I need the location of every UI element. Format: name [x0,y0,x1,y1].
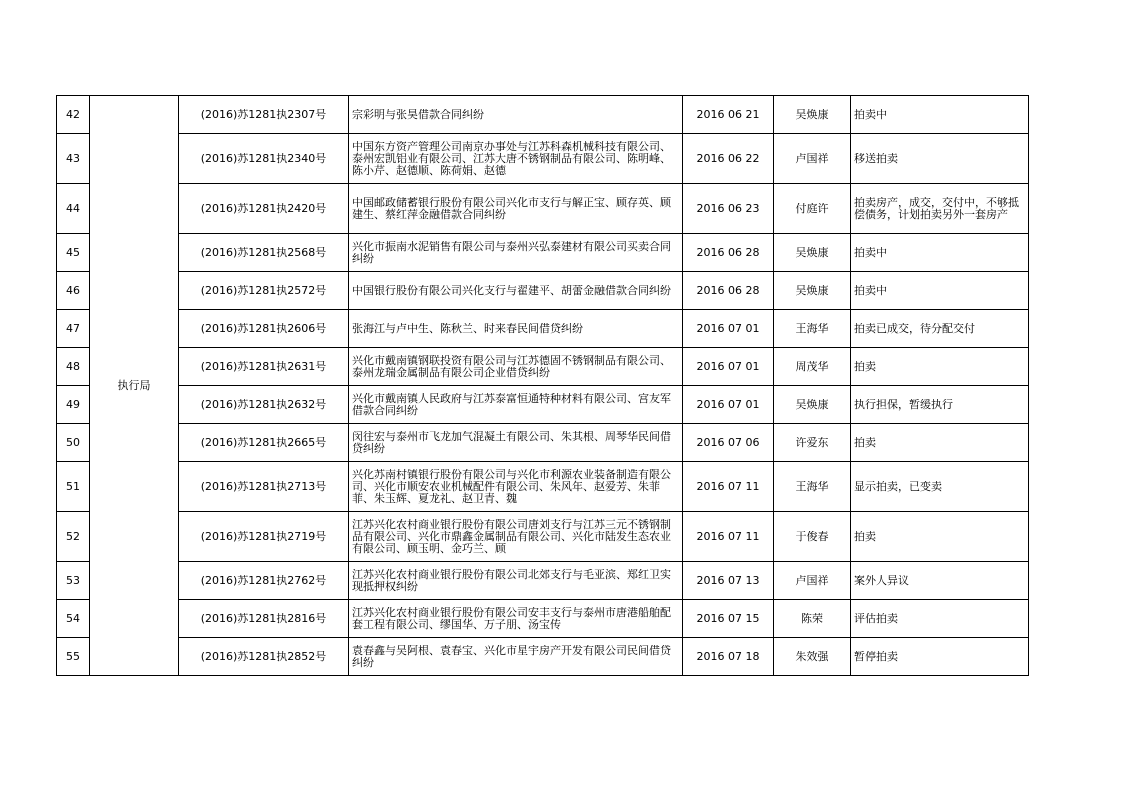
table-row [57,462,1029,512]
row-number-cell [57,424,90,462]
case-description-cell [349,310,683,348]
row-number-cell [57,386,90,424]
judge-name-cell [774,96,851,134]
judge-name-cell [774,562,851,600]
case-number-cell [179,562,349,600]
row-number-cell [57,348,90,386]
judge-name-cell [774,134,851,184]
case-status: 拍卖中 [854,284,887,297]
case-status: 拍卖中 [854,108,887,121]
filing-date: 2016 07 11 [696,480,760,493]
case-status-cell [851,310,1029,348]
case-number: (2016)苏1281执2606号 [200,322,327,335]
case-number: (2016)苏1281执2632号 [200,398,327,411]
case-status-cell [851,462,1029,512]
judge-name: 吴焕康 [795,246,829,259]
filing-date-cell [683,96,774,134]
table-row [57,638,1029,676]
filing-date: 2016 06 28 [696,284,760,297]
case-number-cell [179,310,349,348]
case-description-cell [349,96,683,134]
case-status-cell [851,348,1029,386]
department-label: 执行局 [117,378,151,392]
filing-date: 2016 07 01 [696,322,760,335]
judge-name-cell [774,638,851,676]
row-number: 46 [66,284,80,297]
case-description: 中国东方资产管理公司南京办事处与江苏科森机械科技有限公司、泰州宏凯铝业有限公司、江苏大唐不锈钢制品有限公司、陈明峰、陈小芹、赵德顺、陈荷娟、赵德 [352,140,671,177]
case-status-cell [851,424,1029,462]
judge-name-cell [774,386,851,424]
table-row [57,310,1029,348]
judge-name: 于俊春 [795,530,829,543]
table-row [57,96,1029,134]
judge-name-cell [774,234,851,272]
case-number: (2016)苏1281执2713号 [200,480,327,493]
case-status: 拍卖中 [854,246,887,259]
judge-name-cell [774,310,851,348]
case-status: 执行担保，暂缓执行 [854,398,953,411]
filing-date-cell [683,348,774,386]
case-description: 袁春鑫与吴阿根、袁春宝、兴化市星宇房产开发有限公司民间借贷纠纷 [352,644,671,669]
judge-name: 王海华 [795,322,829,335]
filing-date: 2016 06 21 [696,108,760,121]
case-description-cell [349,272,683,310]
row-number-cell [57,310,90,348]
case-status: 拍卖 [854,436,876,449]
table-row [57,184,1029,234]
row-number-cell [57,234,90,272]
row-number: 52 [66,530,80,543]
row-number-cell [57,512,90,562]
row-number: 45 [66,246,80,259]
judge-name-cell [774,512,851,562]
row-number: 42 [66,108,80,121]
case-description-cell [349,638,683,676]
filing-date-cell [683,134,774,184]
case-description: 兴化市戴南镇钢联投资有限公司与江苏德固不锈钢制品有限公司、泰州龙瑞金属制品有限公司企业借贷纠纷 [352,354,671,379]
row-number-cell [57,638,90,676]
row-number-cell [57,562,90,600]
judge-name: 吴焕康 [795,284,829,297]
filing-date-cell [683,234,774,272]
row-number: 49 [66,398,80,411]
case-description: 兴化苏南村镇银行股份有限公司与兴化市利源农业装备制造有限公司、兴化市顺安农业机械配件有限公司、朱风年、赵爱芳、朱菲菲、朱玉辉、夏龙礼、赵卫青、魏 [352,468,671,505]
filing-date-cell [683,600,774,638]
case-number-cell [179,134,349,184]
case-number: (2016)苏1281执2572号 [200,284,327,297]
judge-name: 付庭许 [795,202,829,215]
filing-date: 2016 06 22 [696,152,760,165]
row-number: 44 [66,202,80,215]
case-status: 暂停拍卖 [854,650,898,663]
case-number-cell [179,600,349,638]
case-description-cell [349,424,683,462]
filing-date: 2016 07 11 [696,530,760,543]
row-number: 43 [66,152,80,165]
row-number-cell [57,184,90,234]
table-row [57,134,1029,184]
filing-date: 2016 07 06 [696,436,760,449]
filing-date: 2016 07 18 [696,650,760,663]
filing-date-cell [683,310,774,348]
case-description: 江苏兴化农村商业银行股份有限公司唐刘支行与江苏三元不锈钢制品有限公司、兴化市鼎鑫金属制品有限公司、兴化市陆发生态农业有限公司、顾玉明、金巧兰、顾 [352,518,671,555]
filing-date-cell [683,386,774,424]
case-description-cell [349,234,683,272]
judge-name: 周茂华 [795,360,829,373]
table-row [57,386,1029,424]
row-number: 47 [66,322,80,335]
table-row [57,424,1029,462]
case-status: 拍卖 [854,530,876,543]
case-status-cell [851,386,1029,424]
case-status: 评估拍卖 [854,612,898,625]
case-status-cell [851,184,1029,234]
case-number-cell [179,462,349,512]
table-row [57,348,1029,386]
case-status: 拍卖 [854,360,876,373]
case-status-cell [851,234,1029,272]
case-number: (2016)苏1281执2852号 [200,650,327,663]
row-number-cell [57,600,90,638]
filing-date: 2016 07 01 [696,398,760,411]
table-body [57,96,1029,676]
case-description: 江苏兴化农村商业银行股份有限公司北郊支行与毛亚滨、郑红卫实现抵押权纠纷 [352,568,671,593]
filing-date: 2016 06 23 [696,202,760,215]
row-number: 54 [66,612,80,625]
judge-name: 卢国祥 [795,152,829,165]
judge-name: 陈荣 [801,612,823,625]
case-description: 张海江与卢中生、陈秋兰、时来春民间借贷纠纷 [352,322,583,335]
judge-name-cell [774,462,851,512]
filing-date-cell [683,272,774,310]
case-status-cell [851,134,1029,184]
case-status: 案外人异议 [854,574,909,587]
case-status-cell [851,96,1029,134]
judge-name: 吴焕康 [795,108,829,121]
filing-date: 2016 07 15 [696,612,760,625]
case-number-cell [179,638,349,676]
case-number-cell [179,424,349,462]
case-number: (2016)苏1281执2307号 [200,108,327,121]
table-row [57,512,1029,562]
case-number: (2016)苏1281执2568号 [200,246,327,259]
case-status: 显示拍卖，已变卖 [854,480,942,493]
filing-date-cell [683,562,774,600]
case-description: 中国邮政储蓄银行股份有限公司兴化市支行与解正宝、顾存英、顾建生、蔡红萍金融借款合同纠纷 [352,196,671,221]
judge-name-cell [774,272,851,310]
row-number-cell [57,272,90,310]
row-number: 51 [66,480,80,493]
case-description: 闵往宏与泰州市飞龙加气混凝土有限公司、朱其根、周琴华民间借贷纠纷 [352,430,671,455]
case-description-cell [349,562,683,600]
case-description-cell [349,462,683,512]
case-number-cell [179,386,349,424]
table-row [57,562,1029,600]
row-number-cell [57,462,90,512]
judge-name: 许爱东 [795,436,829,449]
filing-date-cell [683,512,774,562]
filing-date: 2016 06 28 [696,246,760,259]
row-number-cell [57,134,90,184]
case-number: (2016)苏1281执2340号 [200,152,327,165]
case-description-cell [349,386,683,424]
judge-name-cell [774,600,851,638]
case-status-cell [851,512,1029,562]
judge-name-cell [774,348,851,386]
department-cell [90,96,179,676]
case-description: 中国银行股份有限公司兴化支行与翟建平、胡蕾金融借款合同纠纷 [352,284,671,297]
case-description-cell [349,184,683,234]
case-description-cell [349,600,683,638]
case-description: 兴化市振南水泥销售有限公司与泰州兴弘泰建材有限公司买卖合同纠纷 [352,240,671,265]
case-number: (2016)苏1281执2816号 [200,612,327,625]
case-number-cell [179,184,349,234]
judge-name: 卢国祥 [795,574,829,587]
case-table [56,95,1029,676]
case-number: (2016)苏1281执2665号 [200,436,327,449]
case-status-cell [851,600,1029,638]
case-number: (2016)苏1281执2762号 [200,574,327,587]
row-number: 50 [66,436,80,449]
case-status: 移送拍卖 [854,152,898,165]
table-row [57,234,1029,272]
case-number: (2016)苏1281执2420号 [200,202,327,215]
row-number: 53 [66,574,80,587]
case-number: (2016)苏1281执2719号 [200,530,327,543]
judge-name-cell [774,424,851,462]
case-description: 江苏兴化农村商业银行股份有限公司安丰支行与泰州市唐港船舶配套工程有限公司、缪国华、万子朋、汤宝传 [352,606,671,631]
judge-name: 王海华 [795,480,829,493]
table-row [57,600,1029,638]
case-description: 宗彩明与张昊借款合同纠纷 [352,108,484,121]
case-number: (2016)苏1281执2631号 [200,360,327,373]
case-description-cell [349,134,683,184]
case-number-cell [179,272,349,310]
case-description-cell [349,348,683,386]
case-status: 拍卖房产，成交，交付中，不够抵偿债务，计划拍卖另外一套房产 [854,196,1019,221]
row-number: 48 [66,360,80,373]
row-number: 55 [66,650,80,663]
case-status-cell [851,272,1029,310]
case-status-cell [851,638,1029,676]
filing-date-cell [683,184,774,234]
filing-date: 2016 07 13 [696,574,760,587]
case-number-cell [179,512,349,562]
filing-date-cell [683,462,774,512]
case-number-cell [179,96,349,134]
case-description: 兴化市戴南镇人民政府与江苏泰富恒通特种材料有限公司、宫友军借款合同纠纷 [352,392,671,417]
case-number-cell [179,348,349,386]
judge-name: 吴焕康 [795,398,829,411]
case-status-cell [851,562,1029,600]
case-description-cell [349,512,683,562]
judge-name-cell [774,184,851,234]
table-row [57,272,1029,310]
case-number-cell [179,234,349,272]
filing-date-cell [683,424,774,462]
judge-name: 朱效强 [795,650,829,663]
case-status: 拍卖已成交，待分配交付 [854,322,975,335]
row-number-cell [57,96,90,134]
filing-date-cell [683,638,774,676]
filing-date: 2016 07 01 [696,360,760,373]
